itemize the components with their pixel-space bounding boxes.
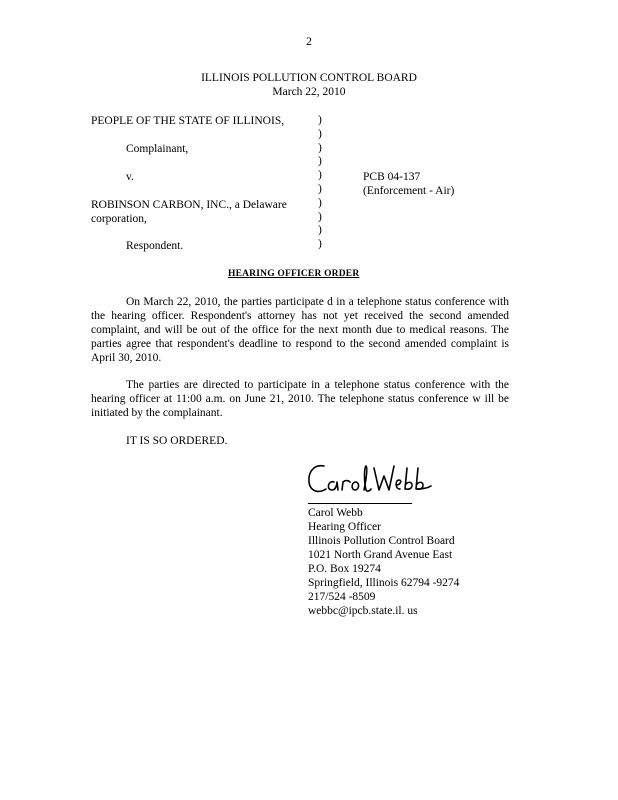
- board-name: ILLINOIS POLLUTION CONTROL BOARD: [201, 72, 417, 84]
- complainant-label: Complainant,: [126, 143, 189, 155]
- signer-name: Carol Webb: [308, 507, 363, 519]
- case-number: PCB 04-137: [363, 171, 421, 183]
- signer-city: Springfield, Illinois 62794 -9274: [308, 577, 460, 589]
- defendant-entity: corporation,: [91, 213, 147, 225]
- signer-title: Hearing Officer: [308, 521, 381, 533]
- page-number: 2: [306, 36, 312, 48]
- signer-phone: 217/524 -8509: [308, 591, 376, 603]
- plaintiff-name: PEOPLE OF THE STATE OF ILLINOIS,: [91, 115, 285, 127]
- signature-line: [308, 503, 412, 504]
- signer-agency: Illinois Pollution Control Board: [308, 535, 455, 547]
- order-paragraph-1: On March 22, 2010, the parties participate d in a telephone status conference with the hearing officer. Respondent's attorney has not yet received the second amended complaint, and will be out of the office for the next month due to medical reasons. The parties agree that respondent's deadline to respond to the second amended complaint is April 30, 2010.: [91, 296, 509, 364]
- signer-email[interactable]: webbc@ipcb.state.il. us: [308, 605, 418, 617]
- signer-street: 1021 North Grand Avenue East: [308, 549, 453, 561]
- order-title: HEARING OFFICER ORDER: [228, 269, 360, 279]
- case-type: (Enforcement - Air): [363, 185, 455, 197]
- caption-parentheses: ) ) ) ) ) ) ) ) ) ): [318, 114, 322, 251]
- signature-block: [308, 506, 459, 618]
- order-paragraph-2: The parties are directed to participate in a telephone status conference with the hearing officer at 11:00 a.m. on June 21, 2010. The telephone status conference w ill be initiated by the complainant.: [91, 379, 509, 419]
- defendant-name: ROBINSON CARBON, INC., a Delaware: [91, 199, 287, 211]
- order-closing: IT IS SO ORDERED.: [126, 435, 228, 447]
- signer-po-box: P.O. Box 19274: [308, 563, 381, 575]
- handwritten-signature: [304, 458, 434, 502]
- respondent-label: Respondent.: [126, 240, 184, 252]
- versus-label: v.: [126, 171, 134, 183]
- order-date: March 22, 2010: [272, 86, 346, 98]
